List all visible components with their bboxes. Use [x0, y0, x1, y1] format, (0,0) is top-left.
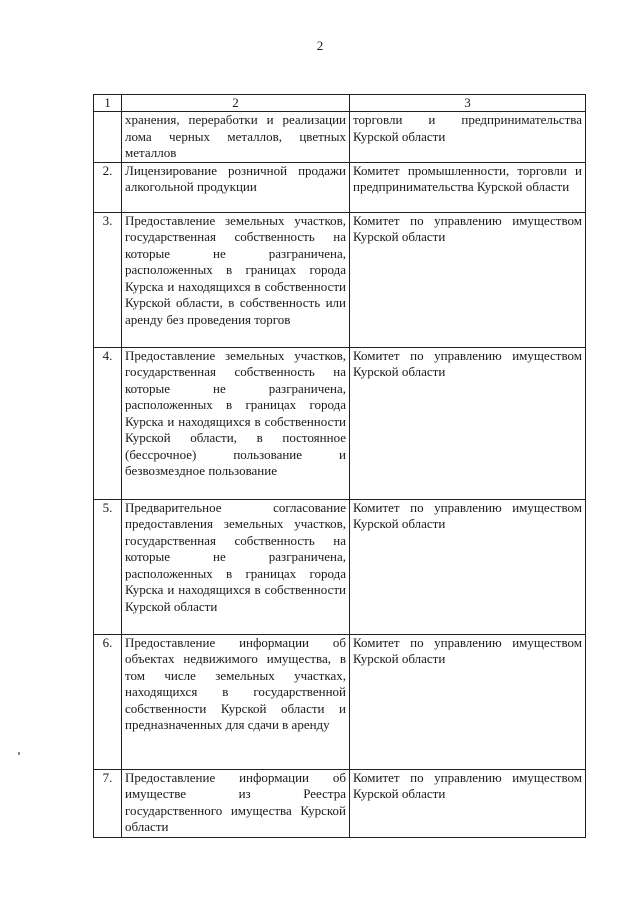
service-name: Предоставление информации об имуществе из Реестра государственного имущества Курской области: [122, 769, 350, 837]
row-number: 3.: [94, 212, 122, 347]
table-row: [94, 769, 586, 837]
responsible-agency: Комитет по управлению имуществом Курской области: [350, 212, 586, 347]
service-name: хранения, переработки и реализации лома черных металлов, цветных металлов: [122, 112, 350, 163]
row-number: 5.: [94, 499, 122, 634]
row-number: [94, 112, 122, 163]
row-number: 2.: [94, 162, 122, 212]
services-table: [93, 94, 586, 838]
service-name: Предоставление земельных участков, государственная собственность на которые не разграничена, расположенных в границах города Курска и находящихся в собственности Курской области, в собственность или аренду без проведения торгов: [122, 212, 350, 347]
table-row: [94, 112, 586, 163]
row-number: 4.: [94, 347, 122, 499]
scan-artifact: [18, 752, 20, 755]
table-row: [94, 634, 586, 769]
table-row: [94, 212, 586, 347]
responsible-agency: Комитет по управлению имуществом Курской области: [350, 347, 586, 499]
service-name: Лицензирование розничной продажи алкогольной продукции: [122, 162, 350, 212]
table-row: [94, 499, 586, 634]
service-name: Предоставление земельных участков, государственная собственность на которые не разграничена, расположенных в границах города Курска и находящихся в собственности Курской области, в постоянное (бессрочное) пользование и безвозмездное пользование: [122, 347, 350, 499]
column-header-2: 2: [122, 95, 350, 112]
row-number: 6.: [94, 634, 122, 769]
responsible-agency: Комитет по управлению имуществом Курской области: [350, 499, 586, 634]
responsible-agency: Комитет по управлению имуществом Курской области: [350, 634, 586, 769]
table-row: [94, 162, 586, 212]
table-row: [94, 347, 586, 499]
page-number: 2: [316, 38, 324, 53]
service-name: Предварительное согласование предоставления земельных участков, государственная собственность на которые не разграничена, расположенных в границах города Курска и находящихся в собственности Курской области: [122, 499, 350, 634]
column-header-1: 1: [94, 95, 122, 112]
responsible-agency: Комитет промышленности, торговли и предпринимательства Курской области: [350, 162, 586, 212]
service-name: Предоставление информации об объектах недвижимого имущества, в том числе земельных участках, находящихся в государственной собственности Курской области и предназначенных для сдачи в аренду: [122, 634, 350, 769]
column-header-3: 3: [350, 95, 586, 112]
table-header-row: [94, 95, 586, 112]
row-number: 7.: [94, 769, 122, 837]
responsible-agency: Комитет по управлению имуществом Курской области: [350, 769, 586, 837]
responsible-agency: торговли и предпринимательства Курской области: [350, 112, 586, 163]
